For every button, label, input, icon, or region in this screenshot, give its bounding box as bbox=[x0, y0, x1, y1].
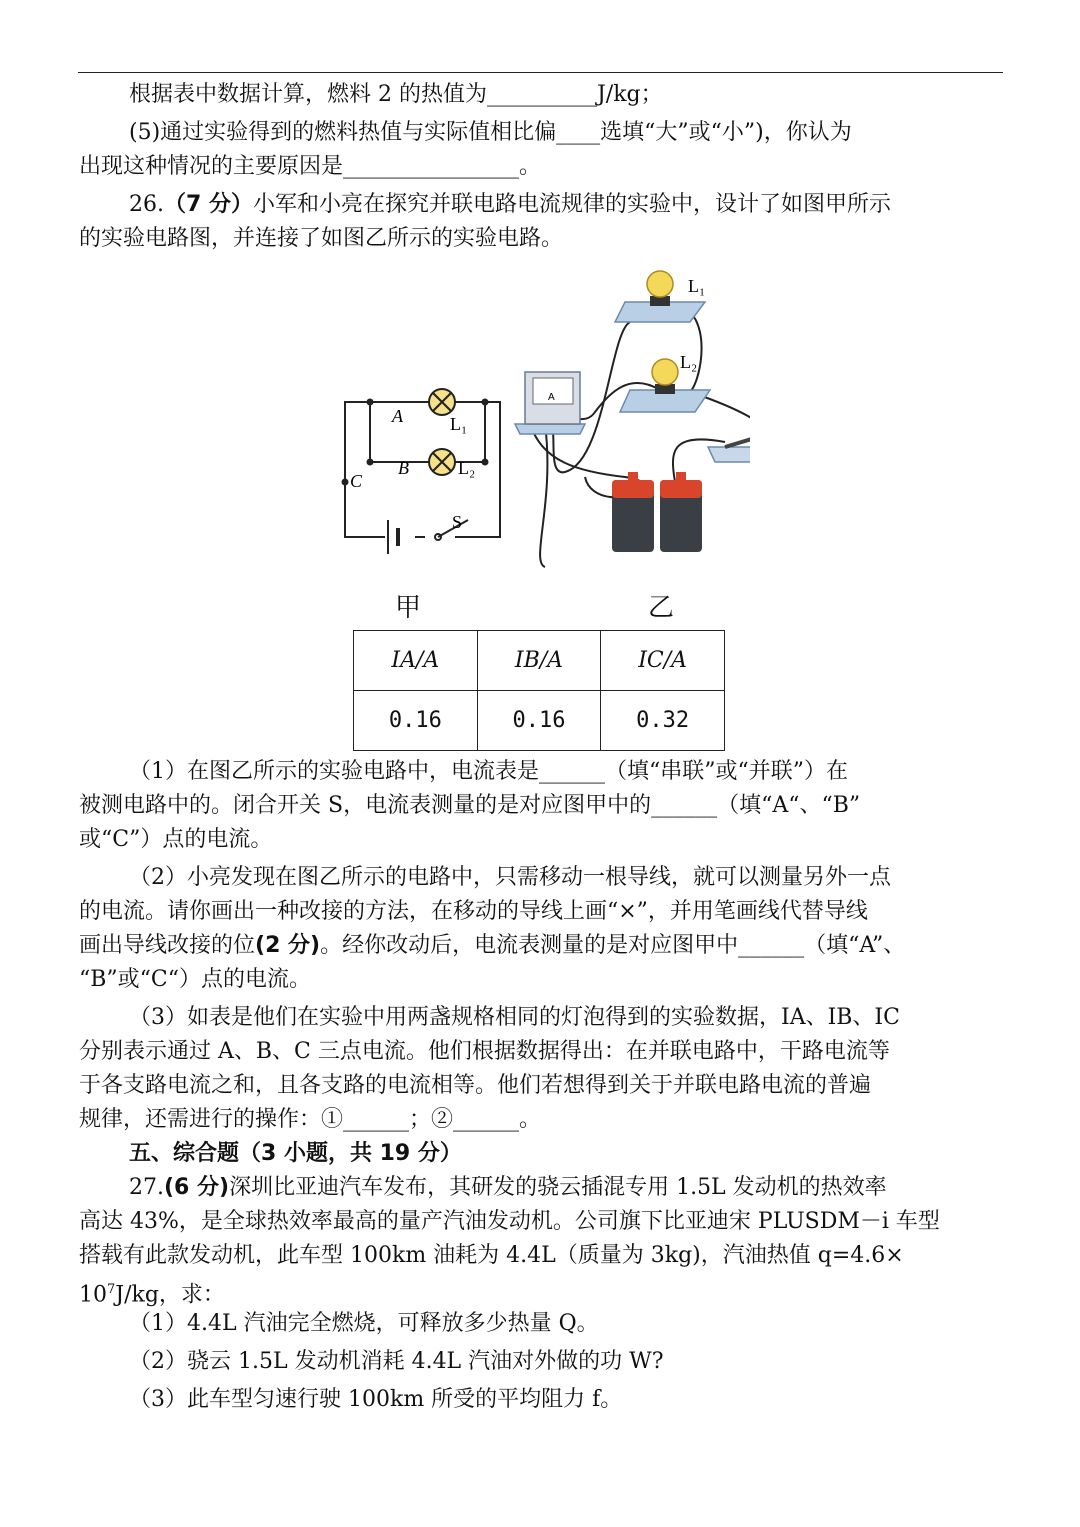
q27-base: 10 bbox=[79, 1282, 107, 1308]
circuit-diagram-jia bbox=[345, 402, 500, 537]
q27-intro-b: 高达 43%，是全球热效率最高的量产汽油发动机。公司旗下比亚迪宋 PLUSDM－i 车型 bbox=[79, 1209, 940, 1234]
current-data-table bbox=[353, 630, 725, 751]
label-s: S bbox=[452, 512, 463, 532]
q27-text-a: 深圳比亚迪汽车发布，其研发的骁云插混专用 1.5L 发动机的热效率 bbox=[229, 1175, 887, 1200]
circuit-figure bbox=[330, 262, 750, 622]
q26-2-score: (2 分) bbox=[255, 933, 321, 958]
q26-3-a: （3）如表是他们在实验中用两盏规格相同的灯泡得到的实验数据，IA、IB、IC bbox=[129, 1005, 900, 1030]
q26-intro-a bbox=[79, 188, 1003, 222]
label-c: C bbox=[350, 471, 363, 491]
q27-unit: J/kg，求： bbox=[115, 1282, 225, 1308]
header-ia bbox=[354, 631, 478, 691]
line-q5-b: 出现这种情况的主要原因是________________。 bbox=[79, 154, 542, 179]
photo-label-l2: L₂ bbox=[680, 352, 698, 372]
top-rule bbox=[78, 72, 1003, 73]
q26-text-a: 小军和小亮在探究并联电路电流规律的实验中，设计了如图甲所示 bbox=[252, 192, 891, 217]
label-l2: L₂ bbox=[458, 458, 476, 478]
q26-intro-b: 的实验电路图，并连接了如图乙所示的实验电路。 bbox=[79, 226, 564, 251]
header-ic-text: IC/A bbox=[638, 648, 688, 673]
q26-1-c: 或“C”）点的电流。 bbox=[79, 827, 273, 852]
header-ic bbox=[601, 631, 725, 691]
q26-2-c-pre: 画出导线改接的位 bbox=[79, 933, 256, 958]
lamp-l1-symbol bbox=[429, 389, 455, 415]
q27-number: 27. bbox=[129, 1175, 164, 1200]
q26-1-b: 被测电路中的。闭合开关 S，电流表测量的是对应图甲中的______（填“A“、“B” bbox=[79, 793, 861, 818]
q26-score: （7 分） bbox=[164, 192, 253, 217]
photo-label-l1: L₁ bbox=[688, 276, 706, 296]
q27-exponent: 7 bbox=[107, 1282, 116, 1297]
table-row bbox=[354, 691, 725, 751]
q27-3: （3）此车型匀速行驶 100km 所受的平均阻力 f。 bbox=[129, 1387, 623, 1412]
line-q5-a: (5)通过实验得到的燃料热值与实际值相比偏____选填“大”或“小”)，你认为 bbox=[129, 120, 852, 145]
q26-2-b: 的电流。请你画出一种改接的方法，在移动的导线上画“×”，并用笔画线代替导线 bbox=[79, 899, 868, 924]
lamp-l2-symbol bbox=[429, 449, 455, 475]
q27-intro-a bbox=[79, 1171, 1003, 1205]
label-b: B bbox=[398, 458, 409, 478]
photo-circuit-yi bbox=[515, 271, 750, 567]
circuit-drawings bbox=[330, 262, 750, 622]
q27-intro-c: 搭载有此款发动机，此车型 100km 油耗为 4.4L（质量为 3kg)，汽油热值 q=4.6× bbox=[79, 1243, 904, 1268]
label-l1: L₁ bbox=[450, 414, 468, 434]
q26-3-d: 规律，还需进行的操作：①______；②______。 bbox=[79, 1107, 542, 1132]
header-ia-text: IA/A bbox=[391, 648, 440, 673]
label-a: A bbox=[392, 406, 403, 426]
figure-label-jia: 甲 bbox=[395, 593, 422, 623]
q27-2: （2）骁云 1.5L 发动机消耗 4.4L 汽油对外做的功 W? bbox=[129, 1349, 664, 1374]
figure-label-yi: 乙 bbox=[648, 593, 675, 623]
value-ic: 0.32 bbox=[601, 691, 725, 751]
q27-score: (6 分) bbox=[164, 1175, 230, 1200]
ammeter-label: A bbox=[548, 392, 555, 403]
line-fuel-value: 根据表中数据计算，燃料 2 的热值为__________J/kg； bbox=[129, 82, 663, 107]
table-header-row bbox=[354, 631, 725, 691]
q26-2-c-post: 。经你改动后，电流表测量的是对应图甲中______（填“A”、 bbox=[320, 933, 906, 958]
header-ib bbox=[477, 631, 601, 691]
q26-2-d: “B”或“C“）点的电流。 bbox=[79, 967, 311, 992]
value-ib: 0.16 bbox=[477, 691, 601, 751]
q26-2-a: （2）小亮发现在图乙所示的电路中，只需移动一根导线，就可以测量另外一点 bbox=[129, 865, 891, 890]
section-5-heading: 五、综合题（3 小题，共 19 分） bbox=[129, 1141, 462, 1166]
q26-3-c: 于各支路电流之和，且各支路的电流相等。他们若想得到关于并联电路电流的普遍 bbox=[79, 1073, 872, 1098]
q26-2-c bbox=[79, 929, 1003, 963]
q26-number: 26. bbox=[129, 192, 164, 217]
q26-3-b: 分别表示通过 A、B、C 三点电流。他们根据数据得出：在并联电路中，干路电流等 bbox=[79, 1039, 890, 1064]
q26-1-a: （1）在图乙所示的实验电路中，电流表是______（填“串联”或“并联”）在 bbox=[129, 759, 848, 784]
value-ia: 0.16 bbox=[354, 691, 478, 751]
header-ib-text: IB/A bbox=[514, 648, 564, 673]
q27-1: （1）4.4L 汽油完全燃烧，可释放多少热量 Q。 bbox=[129, 1311, 599, 1336]
